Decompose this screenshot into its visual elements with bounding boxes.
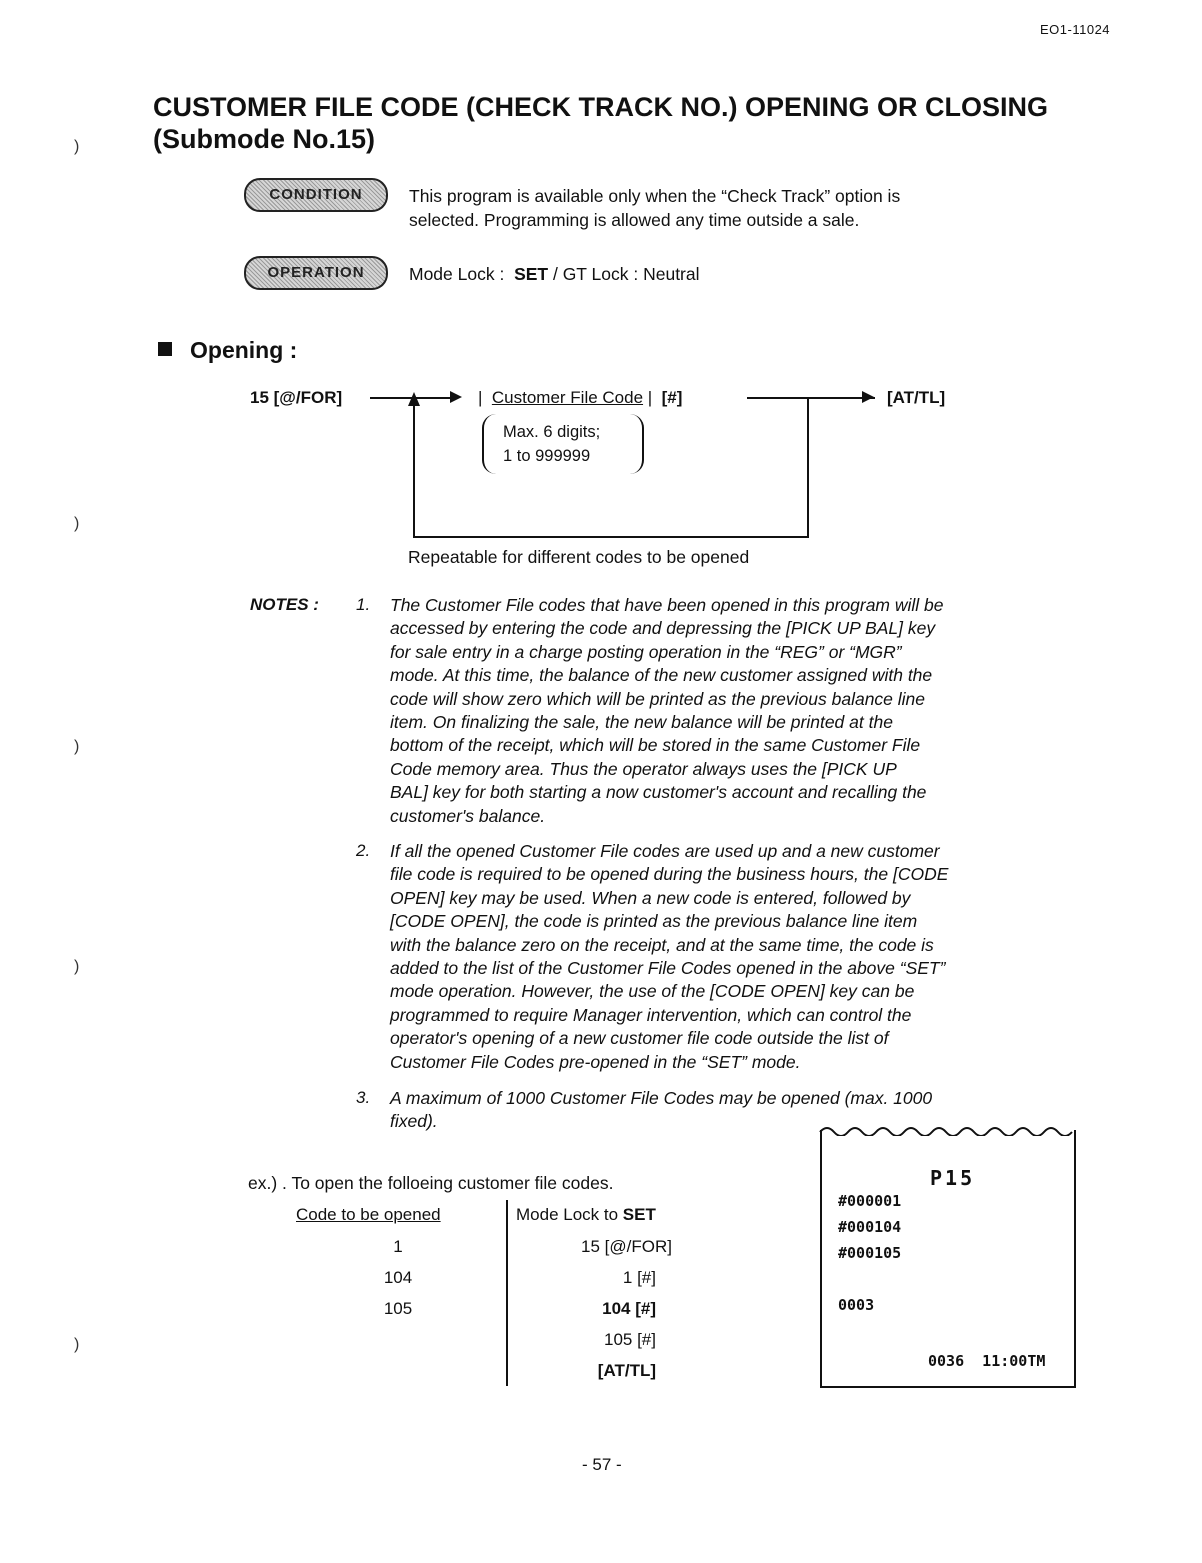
- example-table-divider: [506, 1200, 508, 1386]
- example-code: 105: [383, 1299, 413, 1318]
- example-keystroke: [AT/TL]: [597, 1361, 656, 1380]
- margin-mark: ): [74, 138, 80, 155]
- arrow-right-icon: [450, 391, 462, 403]
- right-paren-icon: [628, 414, 644, 474]
- note-line: Customer File Codes pre-opened in the “SET” mode.: [390, 1051, 801, 1072]
- note-line: mode operation. However, the use of the [CODE OPEN] key can be: [390, 981, 915, 1002]
- note-line: with the balance zero on the receipt, and at the same time, the code is: [390, 934, 934, 955]
- note-line: OPEN] key may be used. When a new code is entered, followed by: [390, 887, 911, 908]
- margin-mark: ): [74, 515, 80, 532]
- page-number: - 57 -: [582, 1455, 622, 1474]
- page-subtitle: (Submode No.15): [153, 124, 376, 154]
- hash-key: [#]: [661, 388, 683, 407]
- example-keystroke: 105 [#]: [604, 1330, 656, 1349]
- receipt-line: #000104: [838, 1218, 902, 1236]
- note-line: mode. At this time, the balance of the new customer assigned with the: [390, 665, 933, 686]
- note-line: file code is required to be opened during the business hours, the [CODE: [390, 864, 949, 885]
- loop-back-line-bottom: [413, 536, 809, 538]
- arrow-right-icon: [862, 391, 874, 403]
- note-line: code will show zero which will be printed as the previous balance line: [390, 688, 926, 709]
- example-keystroke: 1 [#]: [622, 1268, 656, 1287]
- note-line: operator's opening of a new customer file code outside the list of: [390, 1028, 889, 1049]
- note-number: 2.: [356, 841, 371, 860]
- note-line: BAL] key for both starting a now customer's account and recalling the: [390, 782, 927, 803]
- example-code: 104: [383, 1268, 413, 1287]
- note-1-text: [390, 594, 1040, 828]
- note-line: item. On finalizing the sale, the new balance will be printed at the: [390, 712, 893, 733]
- note-line: Code memory area. Thus the operator always uses the [PICK UP: [390, 758, 897, 779]
- flow-arrow-line-2: [747, 397, 875, 399]
- receipt-line: #000001: [838, 1192, 902, 1210]
- notes-label: NOTES :: [250, 595, 319, 614]
- gt-lock-text: / GT Lock : Neutral: [548, 264, 700, 284]
- customer-file-code-label: Customer File Code: [491, 388, 644, 407]
- note-line: [CODE OPEN], the code is printed as the previous balance line item: [390, 911, 918, 932]
- note-line: accessed by entering the code and depressing the [PICK UP BAL] key: [390, 618, 936, 639]
- customer-file-code-box: | Customer File Code | [#]: [478, 388, 683, 407]
- opening-heading-text: Opening :: [190, 337, 298, 363]
- document-code: EO1-11024: [1040, 22, 1111, 37]
- condition-text-line2: selected. Programming is allowed any time outside a sale.: [409, 210, 860, 230]
- note-line: programmed to require Manager intervention, which can control the: [390, 1004, 912, 1025]
- note-line: fixed).: [390, 1111, 438, 1132]
- example-code: 1: [393, 1237, 403, 1256]
- max-digits-note: Max. 6 digits;: [503, 423, 601, 441]
- note-line: bottom of the receipt, which will be stored in the same Customer File: [390, 735, 921, 756]
- repeat-caption: Repeatable for different codes to be opened: [408, 547, 750, 567]
- example-col1-header: Code to be opened: [296, 1205, 441, 1224]
- note-line: for sale entry in a charge posting operation in the “REG” or “MGR”: [390, 641, 902, 662]
- note-number: 3.: [356, 1088, 371, 1107]
- col2-header-set: SET: [622, 1205, 656, 1224]
- note-line: The Customer File codes that have been opened in this program will be: [390, 595, 944, 615]
- note-number: 1.: [356, 595, 371, 614]
- receipt-count: 0003: [838, 1296, 875, 1314]
- loop-back-line-right: [807, 398, 809, 538]
- example-keystroke: 15 [@/FOR]: [581, 1237, 672, 1256]
- note-line: A maximum of 1000 Customer File Codes may be opened (max. 1000: [390, 1088, 933, 1108]
- operation-mode-line: [409, 262, 700, 286]
- arrow-up-icon: [408, 392, 420, 406]
- square-bullet-icon: [158, 342, 172, 356]
- flow-start-key: 15 [@/FOR]: [250, 388, 343, 407]
- receipt: [820, 1130, 1076, 1388]
- margin-mark: ): [74, 958, 80, 975]
- left-paren-icon: [482, 414, 498, 474]
- example-keystroke: 104 [#]: [602, 1299, 656, 1318]
- operation-badge: OPERATION: [244, 256, 388, 290]
- margin-mark: ): [74, 1336, 80, 1353]
- receipt-line: #000105: [838, 1244, 902, 1262]
- flow-end-key: [AT/TL]: [887, 388, 946, 407]
- note-line: If all the opened Customer File codes are used up and a new customer: [390, 841, 940, 861]
- col2-header-prefix: Mode Lock to: [516, 1205, 623, 1224]
- note-2-text: [390, 840, 1040, 1074]
- condition-text-line1: This program is available only when the “Check Track” option is: [409, 186, 901, 206]
- mode-lock-prefix: Mode Lock :: [409, 264, 515, 284]
- mode-lock-value: SET: [514, 264, 549, 284]
- loop-back-line-left: [413, 398, 415, 536]
- receipt-title: P15: [930, 1166, 976, 1190]
- example-intro: ex.) . To open the folloeing customer file codes.: [248, 1173, 614, 1193]
- note-line: customer's balance.: [390, 805, 546, 826]
- condition-badge: CONDITION: [244, 178, 388, 212]
- page-title: CUSTOMER FILE CODE (CHECK TRACK NO.) OPENING OR CLOSING: [153, 92, 1049, 122]
- range-note: 1 to 999999: [503, 447, 591, 465]
- note-line: added to the list of the Customer File Codes opened in the above “SET”: [390, 958, 946, 979]
- receipt-footer: 0036 11:00TM: [928, 1352, 1046, 1370]
- margin-mark: ): [74, 738, 80, 755]
- opening-heading: [158, 337, 297, 364]
- example-col2-header: [516, 1205, 656, 1225]
